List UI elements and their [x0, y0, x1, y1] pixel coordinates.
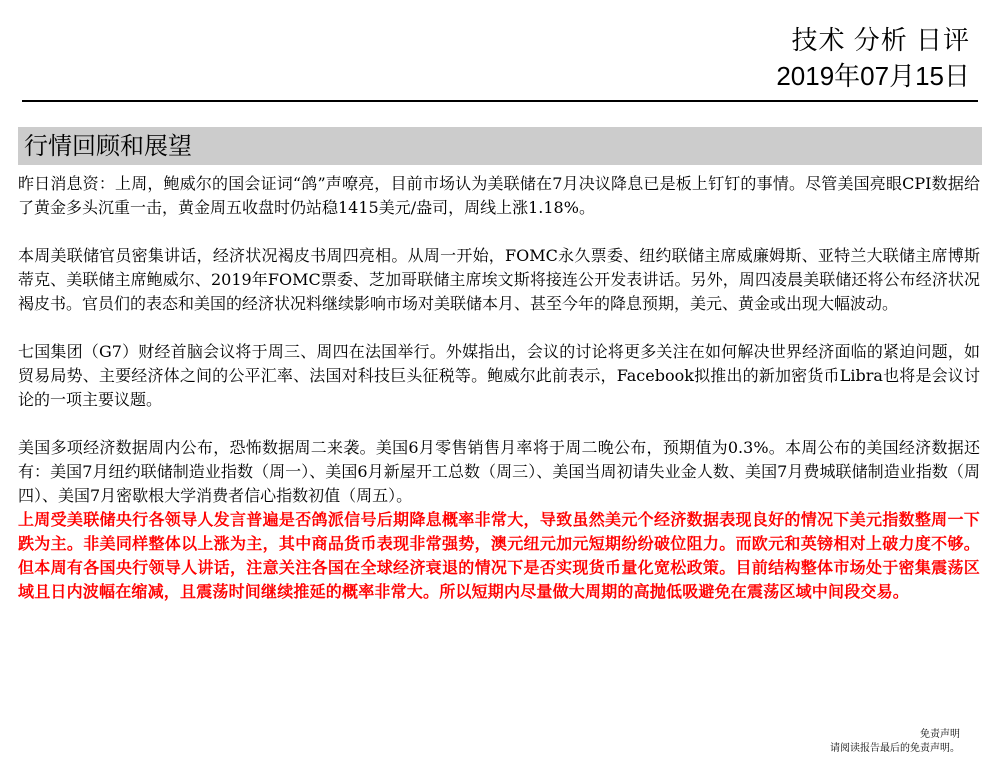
- paragraph-g7: 七国集团（G7）财经首脑会议将于周三、周四在法国举行。外媒指出，会议的讨论将更多关注在如何解决世界经济面临的紧迫问题，如贸易局势、主要经济体之间的公平汇率、法国对科技巨头征税等。鲍威尔此前表示，Facebook拟推出的新加密货币Libra也将是会议讨论的一项主要议题。: [18, 342, 980, 409]
- report-title: 技术 分析 日评: [791, 25, 970, 55]
- section-header: 行情回顾和展望: [18, 127, 982, 165]
- disclaimer-note: 请阅读报告最后的免责声明。: [830, 743, 960, 754]
- report-body: [18, 172, 980, 604]
- paragraph-fed-speeches: 本周美联储官员密集讲话，经济状况褐皮书周四亮相。从周一开始，FOMC永久票委、纽约联储主席威廉姆斯、亚特兰大联储主席博斯蒂克、美联储主席鲍威尔、2019年FOMC票委、芝加哥联储主席埃文斯将接连公开发表讲话。另外，周四凌晨美联储还将公布经济状况褐皮书。官员们的表态和美国的经济状况料继续影响市场对美联储本月、甚至今年的降息预期，美元、黄金或出现大幅波动。: [18, 246, 980, 313]
- paragraph-us-data: 美国多项经济数据周内公布，恐怖数据周二来袭。美国6月零售销售月率将于周二晚公布，预期值为0.3%。本周公布的美国经济数据还有：美国7月纽约联储制造业指数（周一）、美国6月新屋开工总数（周三）、美国当周初请失业金人数、美国7月费城联储制造业指数（周四）、美国7月密歇根大学消费者信心指数初值（周五）。: [18, 438, 980, 505]
- paragraph-highlight-analysis: 上周受美联储央行各领导人发言普遍是否鸽派信号后期降息概率非常大，导致虽然美元个经济数据表现良好的情况下美元指数整周一下跌为主。非美同样整体以上涨为主，其中商品货币表现非常强势，澳元纽元加元短期纷纷破位阻力。而欧元和英镑相对上破力度不够。但本周有各国央行领导人讲话，注意关注各国在全球经济衰退的情况下是否实现货币量化宽松政策。目前结构整体市场处于密集震荡区域且日内波幅在缩减，且震荡时间继续推延的概率非常大。所以短期内尽量做大周期的高抛低吸避免在震荡区域中间段交易。: [18, 510, 980, 601]
- paragraph-news: 昨日消息资：上周，鲍威尔的国会证词“鸽”声嘹亮，目前市场认为美联储在7月决议降息已是板上钉钉的事情。尽管美国亮眼CPI数据给了黄金多头沉重一击，黄金周五收盘时仍站稳1415美元/盎司，周线上涨1.18%。: [18, 174, 980, 217]
- disclaimer-title: 免责声明: [920, 729, 960, 740]
- disclaimer-footer: [830, 728, 960, 756]
- header-divider: [22, 100, 978, 102]
- report-date: 2019年07月15日: [776, 61, 970, 91]
